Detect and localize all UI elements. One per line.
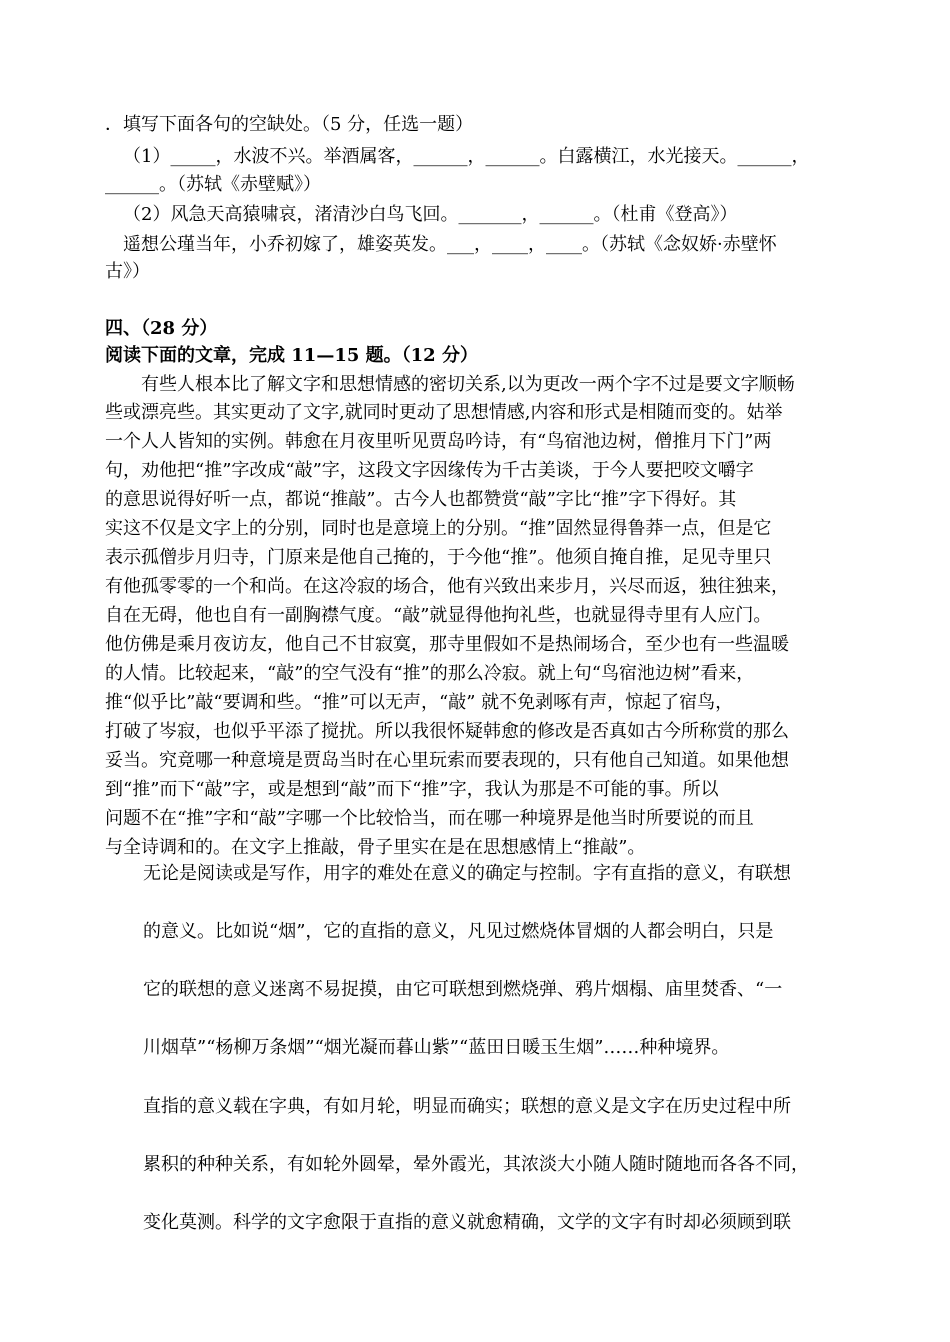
- section-heading: 四、（28 分）: [105, 318, 218, 339]
- passage-line: 无论是阅读或是写作，用字的难处在意义的确定与控制。字有直指的意义，有联想: [143, 863, 791, 884]
- passage-line: 句，劝他把“推”字改成“敲”字，这段文字因缘传为千古美谈，于今人要把咬文嚼字: [105, 460, 754, 481]
- passage-line: 实这不仅是文字上的分别，同时也是意境上的分别。“推”固然显得鲁莽一点，但是它: [105, 518, 772, 539]
- passage-line: 推“似乎比”敲“要调和些。“推”可以无声，“敲” 就不免剥啄有声，惊起了宿鸟，: [105, 692, 734, 713]
- passage-line: 的意义。比如说“烟”，它的直指的意义，凡见过燃烧体冒烟的人都会明白，只是: [143, 921, 774, 942]
- passage-line: 有他孤零零的一个和尚。在这冷寂的场合，他有兴致出来步月，兴尽而返，独往独来，: [105, 576, 789, 597]
- fill-blank-title: ．填写下面各句的空缺处。（5 分，任选一题）: [105, 114, 474, 135]
- fill-blank-q2: （2）风急天高猿啸哀，渚清沙白鸟飞回。_______，______。（杜甫《登高》）: [123, 204, 738, 225]
- passage-line: 自在无碍，他也自有一副胸襟气度。“敲”就显得他拘礼些，也就显得寺里有人应门。: [105, 605, 772, 626]
- fill-blank-q3-line2: 古》）: [105, 261, 150, 282]
- passage-line: 一个人人皆知的实例。韩愈在月夜里听见贾岛吟诗，有“鸟宿池边树，僧推月下门”两: [105, 431, 772, 452]
- passage-line: 他仿佛是乘月夜访友，他自己不甘寂寞，那寺里假如不是热闹场合，至少也有一些温暖: [105, 634, 789, 655]
- passage-line: 的意思说得好听一点，都说“推敲”。古今人也都赞赏“敲”字比“推”字下得好。其: [105, 489, 737, 510]
- passage-line: 直指的意义载在字典，有如月轮，明显而确实；联想的意义是文字在历史过程中所: [143, 1096, 791, 1117]
- passage-line: 些或漂亮些。其实更动了文字,就同时更动了思想情感,内容和形式是相随而变的。姑举: [105, 402, 783, 423]
- passage-line: 它的联想的意义迷离不易捉摸，由它可联想到燃烧弹、鸦片烟榻、庙里焚香、“一: [143, 979, 783, 1000]
- passage-line: 问题不在“推”字和“敲”字哪一个比较恰当，而在哪一种境界是他当时所要说的而且: [105, 808, 754, 829]
- passage-line: 的人情。比较起来，“敲”的空气没有“推”的那么冷寂。就上句“鸟宿池边树”看来，: [105, 663, 755, 684]
- passage-line: 累积的种种关系，有如轮外圆晕，晕外霞光，其浓淡大小随人随时随地而各各不同，: [143, 1154, 809, 1175]
- passage-line: 表示孤僧步月归寺，门原来是他自己掩的，于今他“推”。他须自掩自推，足见寺里只: [105, 547, 772, 568]
- fill-blank-q1-line2: ______。（苏轼《赤壁赋》）: [105, 174, 321, 195]
- passage-line: 妥当。究竟哪一种意境是贾岛当时在心里玩索而要表现的，只有他自己知道。如果他想: [105, 750, 789, 771]
- passage-line: 打破了岑寂，也似乎平添了搅扰。所以我很怀疑韩愈的修改是否真如古今所称赏的那么: [105, 721, 789, 742]
- section-instruction: 阅读下面的文章，完成 11—15 题。（12 分）: [105, 345, 478, 366]
- passage-line: 有些人根本比了解文字和思想情感的密切关系,以为更改一两个字不过是要文字顺畅: [141, 374, 795, 395]
- fill-blank-q1-line1: （1）_____，水波不兴。举酒属客，______，______。白露横江，水光接天。______，: [123, 146, 810, 167]
- passage-line: 到“推”而下“敲”字，或是想到“敲”而下“推”字，我认为那是不可能的事。所以: [105, 779, 719, 800]
- passage-line: 变化莫测。科学的文字愈限于直指的意义就愈精确，文学的文字有时却必须顾到联: [143, 1212, 791, 1233]
- passage-line: 与全诗调和的。在文字上推敲，骨子里实在是在思想感情上“推敲”。: [105, 837, 646, 858]
- fill-blank-q3-line1: 遥想公瑾当年，小乔初嫁了，雄姿英发。___，____，____。（苏轼《念奴娇·赤壁怀: [123, 234, 777, 255]
- passage-line: 川烟草”“杨柳万条烟”“烟光凝而暮山紫”“蓝田日暖玉生烟”……种种境界。: [143, 1037, 730, 1058]
